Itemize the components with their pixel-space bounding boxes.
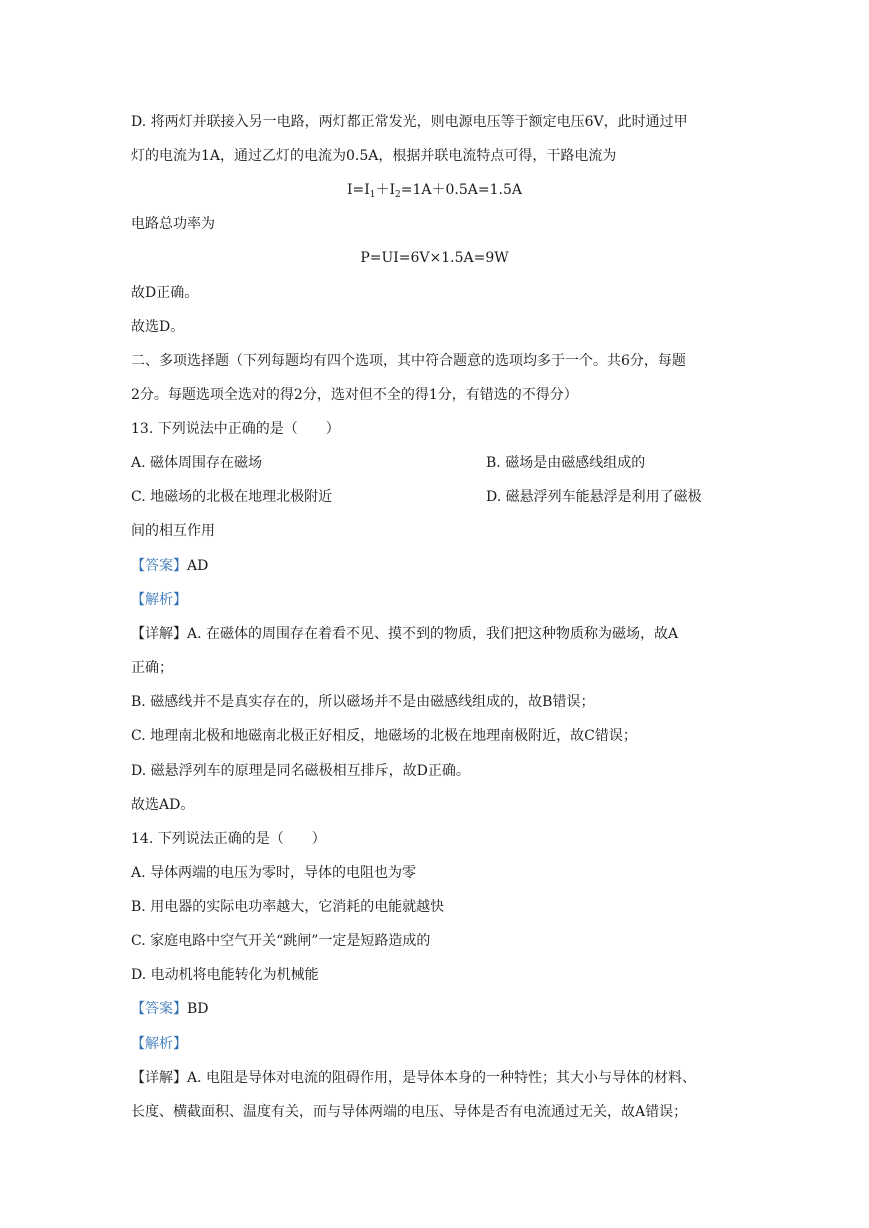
- text-line: 故选D。: [131, 319, 185, 335]
- question-14: 14. 下列说法正确的是（ ）: [131, 831, 326, 847]
- option-a: A. 磁体周围存在磁场: [131, 455, 263, 471]
- selection-line: 故选AD。: [131, 797, 195, 813]
- answer-value: AD: [187, 558, 209, 574]
- option-d: D. 电动机将电能转化为机械能: [131, 967, 319, 983]
- question-13: 13. 下列说法中正确的是（ ）: [131, 421, 340, 437]
- analysis-tag: 【解析】: [131, 592, 187, 608]
- option-b: B. 用电器的实际电功率越大，它消耗的电能就越快: [131, 899, 445, 915]
- answer-line: [131, 1000, 209, 1018]
- detail-line: D. 磁悬浮列车的原理是同名磁极相互排斥，故D正确。: [131, 763, 470, 779]
- text-line: 故D正确。: [131, 285, 199, 301]
- option-a: A. 导体两端的电压为零时，导体的电阻也为零: [131, 865, 417, 881]
- text-line: D. 将两灯并联接入另一电路，两灯都正常发光，则电源电压等于额定电压6V，此时通过甲: [131, 114, 688, 130]
- section-heading: 二、多项选择题（下列每题均有四个选项，其中符合题意的选项均多于一个。共6分，每题: [131, 353, 686, 369]
- detail-line: 长度、横截面积、温度有关，而与导体两端的电压、导体是否有电流通过无关，故A错误；: [131, 1104, 688, 1120]
- text-line: 灯的电流为1A，通过乙灯的电流为0.5A，根据并联电流特点可得，干路电流为: [131, 148, 617, 164]
- option-c: C. 地磁场的北极在地理北极附近: [131, 489, 333, 505]
- detail-tag: 【详解】: [131, 1070, 187, 1086]
- option-c: C. 家庭电路中空气开关“跳闸”一定是短路造成的: [131, 933, 431, 949]
- equation-power: P=UI=6V×1.5A=9W: [360, 250, 509, 266]
- detail-line: 【详解】A. 在磁体的周围存在着看不见、摸不到的物质，我们把这种物质称为磁场，故A: [131, 626, 679, 642]
- answer-tag: 【答案】: [131, 1001, 187, 1017]
- answer-value: BD: [187, 1001, 209, 1017]
- analysis-tag: 【解析】: [131, 1036, 187, 1052]
- detail-line: B. 磁感线并不是真实存在的，所以磁场并不是由磁感线组成的，故B错误；: [131, 694, 595, 710]
- option-d-cont: 间的相互作用: [131, 523, 215, 539]
- option-d: D. 磁悬浮列车能悬浮是利用了磁极: [486, 489, 702, 505]
- detail-line: 【详解】A. 电阻是导体对电流的阻碍作用，是导体本身的一种特性；其大小与导体的材料、: [131, 1070, 697, 1086]
- detail-tag: 【详解】: [131, 626, 187, 642]
- answer-line: [131, 557, 208, 575]
- equation-current: $I=I_1+I_2=1A+0.5A=1.5A$: [346, 182, 523, 200]
- option-b: B. 磁场是由磁感线组成的: [486, 455, 646, 471]
- detail-line: C. 地理南北极和地磁南北极正好相反，地磁场的北极在地理南极附近，故C错误；: [131, 728, 637, 744]
- section-heading-cont: 2分。每题选项全选对的得2分，选对但不全的得1分，有错选的不得分）: [131, 387, 578, 403]
- answer-tag: 【答案】: [131, 558, 187, 574]
- text-line: 电路总功率为: [131, 216, 215, 232]
- detail-line: 正确；: [131, 660, 173, 676]
